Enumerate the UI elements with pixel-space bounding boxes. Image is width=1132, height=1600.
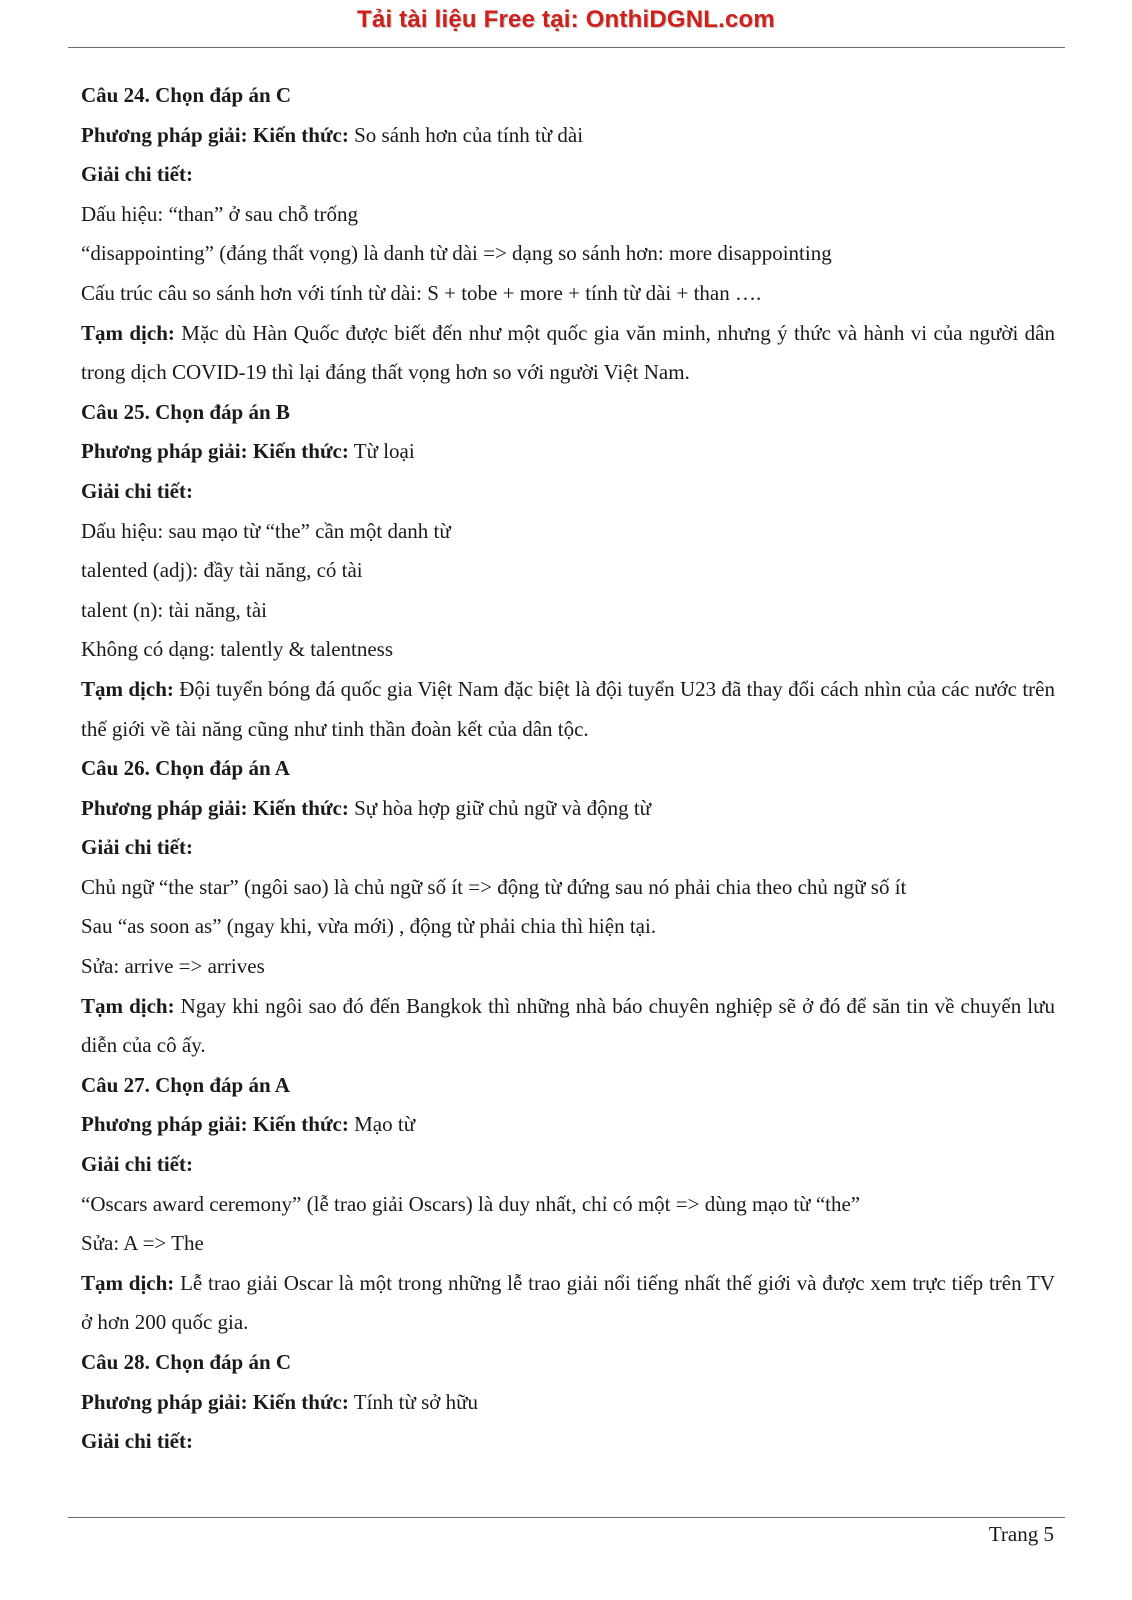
question-heading: Câu 27. Chọn đáp án A bbox=[81, 1072, 290, 1097]
detail-label: Giải chi tiết: bbox=[81, 162, 193, 187]
method-label: Phương pháp giải: Kiến thức: bbox=[81, 439, 349, 464]
question-27 bbox=[81, 1066, 1055, 1343]
site-banner: Tải tài liệu Free tại: OnthiDGNL.com bbox=[357, 6, 775, 33]
translation-text: Lễ trao giải Oscar là một trong những lễ trao giải nổi tiếng nhất thế giới và được xem trực tiếp trên TV ở hơn 200 quốc gia. bbox=[81, 1270, 1055, 1335]
method-value: So sánh hơn của tính từ dài bbox=[348, 122, 584, 147]
method-label: Phương pháp giải: Kiến thức: bbox=[81, 1389, 349, 1414]
translation-label: Tạm dịch: bbox=[81, 320, 175, 345]
detail-label: Giải chi tiết: bbox=[81, 478, 193, 503]
question-25 bbox=[81, 393, 1055, 749]
question-heading: Câu 24. Chọn đáp án C bbox=[81, 83, 292, 107]
detail-line: Chủ ngữ “the star” (ngôi sao) là chủ ngữ số ít => động từ đứng sau nó phải chia theo chủ ngữ số ít bbox=[81, 874, 907, 899]
method-value: Tính từ sở hữu bbox=[348, 1389, 479, 1414]
translation-text: Ngay khi ngôi sao đó đến Bangkok thì những nhà báo chuyên nghiệp sẽ ở đó để săn tin về chuyến lưu diễn của cô ấy. bbox=[81, 993, 1055, 1058]
method-line bbox=[81, 432, 1055, 472]
detail-line: Dấu hiệu: sau mạo từ “the” cần một danh từ bbox=[81, 518, 451, 543]
detail-label: Giải chi tiết: bbox=[81, 1429, 193, 1454]
translation-text: Đội tuyển bóng đá quốc gia Việt Nam đặc biệt là đội tuyển U23 đã thay đổi cách nhìn của các nước trên thế giới về tài năng cũng như tinh thần đoàn kết của dân tộc. bbox=[81, 676, 1055, 741]
footer-divider bbox=[68, 1517, 1065, 1518]
method-value: Mạo từ bbox=[348, 1112, 416, 1137]
translation-text: Mặc dù Hàn Quốc được biết đến như một quốc gia văn minh, nhưng ý thức và hành vi của người dân trong dịch COVID-19 thì lại đáng thất vọng hơn so với người Việt Nam. bbox=[81, 320, 1055, 385]
detail-line: talented (adj): đầy tài năng, có tài bbox=[81, 558, 363, 583]
page-number: Trang 5 bbox=[988, 1522, 1054, 1546]
method-line bbox=[81, 789, 1055, 829]
method-label: Phương pháp giải: Kiến thức: bbox=[81, 795, 349, 820]
question-24 bbox=[81, 76, 1055, 393]
question-heading: Câu 26. Chọn đáp án A bbox=[81, 756, 290, 781]
translation-label: Tạm dịch: bbox=[81, 993, 175, 1018]
header-divider bbox=[68, 47, 1065, 48]
question-26 bbox=[81, 749, 1055, 1066]
method-line bbox=[81, 1105, 1055, 1145]
detail-line: talent (n): tài năng, tài bbox=[81, 597, 268, 622]
detail-label: Giải chi tiết: bbox=[81, 835, 193, 860]
translation bbox=[81, 314, 1055, 393]
answer-explanations bbox=[81, 76, 1055, 1462]
detail-line: Cấu trúc câu so sánh hơn với tính từ dài: S + tobe + more + tính từ dài + than …. bbox=[81, 280, 762, 305]
question-heading: Câu 25. Chọn đáp án B bbox=[81, 399, 290, 424]
detail-line: Không có dạng: talently & talentness bbox=[81, 637, 394, 662]
detail-label: Giải chi tiết: bbox=[81, 1152, 193, 1177]
translation bbox=[81, 1264, 1055, 1343]
method-value: Sự hòa hợp giữ chủ ngữ và động từ bbox=[348, 795, 652, 820]
question-28 bbox=[81, 1343, 1055, 1462]
detail-line: Sau “as soon as” (ngay khi, vừa mới) , động từ phải chia thì hiện tại. bbox=[81, 914, 657, 939]
translation bbox=[81, 987, 1055, 1066]
translation-label: Tạm dịch: bbox=[81, 1270, 175, 1295]
method-label: Phương pháp giải: Kiến thức: bbox=[81, 1112, 349, 1137]
method-line bbox=[81, 1383, 1055, 1423]
detail-line: Sửa: A => The bbox=[81, 1231, 204, 1256]
detail-line: “Oscars award ceremony” (lễ trao giải Oscars) là duy nhất, chỉ có một => dùng mạo từ “the” bbox=[81, 1191, 861, 1216]
translation bbox=[81, 670, 1055, 749]
detail-line: Sửa: arrive => arrives bbox=[81, 954, 265, 979]
question-heading: Câu 28. Chọn đáp án C bbox=[81, 1350, 292, 1374]
detail-line: “disappointing” (đáng thất vọng) là danh từ dài => dạng so sánh hơn: more disappointing bbox=[81, 241, 832, 266]
translation-label: Tạm dịch: bbox=[81, 676, 174, 701]
detail-line: Dấu hiệu: “than” ở sau chỗ trống bbox=[81, 201, 359, 226]
method-value: Từ loại bbox=[348, 439, 415, 464]
method-line bbox=[81, 116, 1055, 156]
method-label: Phương pháp giải: Kiến thức: bbox=[81, 122, 349, 147]
